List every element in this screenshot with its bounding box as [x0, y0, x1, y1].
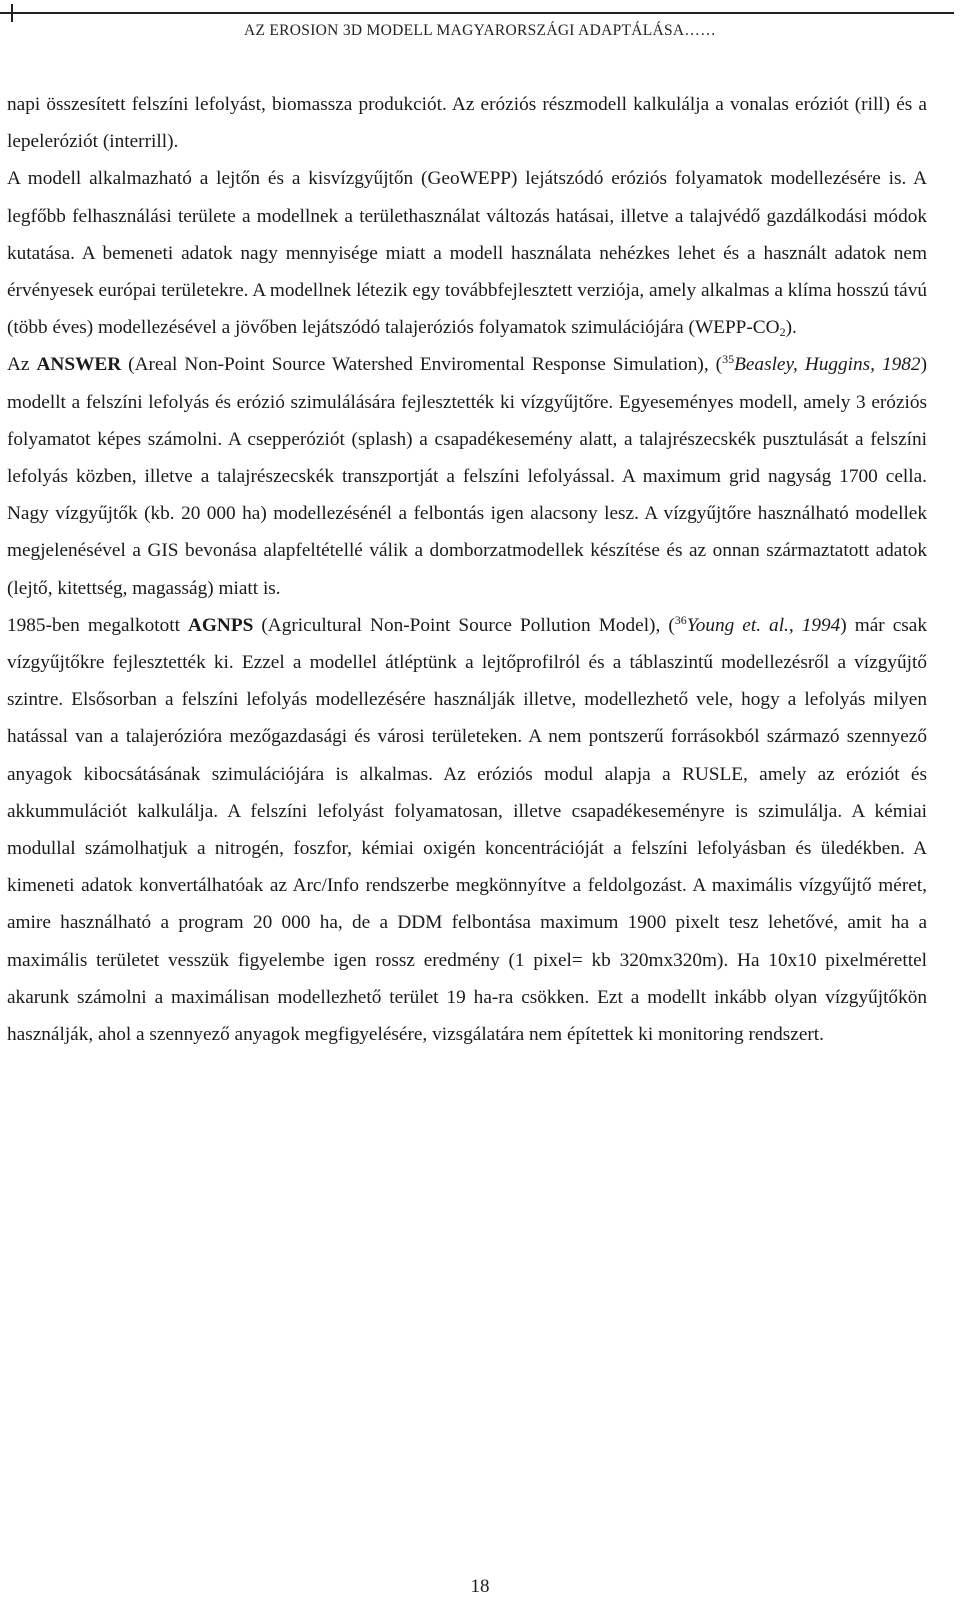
page-header — [0, 0, 960, 60]
header-rule — [8, 12, 954, 14]
paragraph-agnps-model — [7, 607, 927, 1053]
citation-text: Young et. al., 1994 — [686, 614, 841, 636]
citation-text: Beasley, Huggins, 1982 — [734, 354, 921, 376]
page-number: 18 — [470, 1576, 490, 1597]
paragraph-text: ). — [785, 317, 797, 339]
running-header-title: AZ EROSION 3D MODELL MAGYARORSZÁGI ADAPTÁLÁSA…… — [243, 22, 717, 39]
paragraph-wepp-usage — [7, 160, 927, 346]
paragraph-text: (Agricultural Non-Point Source Pollution Model), ( — [253, 614, 675, 636]
paragraph-text: A modell alkalmazható a lejtőn és a kisvízgyűjtőn (GeoWEPP) lejátszódó eróziós folyamatok modellezésére is. A legfőbb felhasználási területe a modellnek a területhasználat változás hatásai, illetve a talajvédő gazdálkodási módok kutatása. A bemeneti adatok nagy mennyisége miatt a modell használata nehézkes lehet és a használt adatok nem érvényesek európai területekre. A modellnek létezik egy továbbfejlesztett verziója, amely alkalmas a klíma hosszú távú (több éves) modellezésével a jövőben lejátszódó talajeróziós folyamatok szimulációjára (WEPP-CO — [7, 168, 927, 339]
paragraph-text: 1985-ben megalkotott — [7, 614, 188, 636]
model-name-answer: ANSWER — [36, 354, 122, 376]
subscript-two: 2 — [779, 325, 786, 340]
document-body — [7, 86, 927, 1053]
paragraph-answer-model — [7, 346, 927, 606]
paragraph-text: ) már csak vízgyűjtőkre fejlesztették ki. Ezzel a modellel átléptünk a lejtőprofilról és a táblaszintű modellezésről a vízgyűjtő szintre. Elsősorban a felszíni lefolyás modellezésére használják illetve, modellezhető vele, hogy a lefolyás milyen hatással van a talajerózióra mezőgazdasági és városi területeken. A nem pontszerű forrásokból származó szennyező anyagok kibocsátásának szimulációjára is alkalmas. Az eróziós modul alapja a RUSLE, amely az eróziót és akkummulációt kalkulálja. A felszíni lefolyást folyamatosan, illetve csapadékeseményre is szimulálja. A kémiai modullal számolhatjuk a nitrogén, foszfor, kémiai oxigén koncentrációját a felszíni lefolyásban és üledékben. A kimeneti adatok konvertálhatóak az Arc/Info rendszerbe megkönnyítve a feldolgozást. A maximális vízgyűjtő méret, amire használható a program 20 000 ha, de a DDM felbontása maximum 1900 pixelt tesz lehetővé, amit ha a maximális területet vesszük figyelembe igen rossz eredmény (1 pixel= kb 320mx320m). Ha 10x10 pixelmérettel akarunk számolni a maximálisan modellezhető terület 19 ha-ra csökken. Ezt a modellt inkább olyan vízgyűjtőkön használják, ahol a szennyező anyagok megfigyelésére, vizsgálatára nem építettek ki monitoring rendszert. — [7, 614, 927, 1046]
reference-number: 35 — [722, 352, 735, 367]
paragraph-text: (Areal Non-Point Source Watershed Enviromental Response Simulation), ( — [121, 354, 723, 376]
reference-number: 36 — [674, 612, 687, 627]
model-name-agnps: AGNPS — [187, 614, 254, 636]
paragraph-text: ) modellt a felszíni lefolyás és erózió szimulálására fejlesztették ki vízgyűjtőre. Egyeseményes modell, amely 3 eróziós folyamatot képes számolni. A csepperóziót (splash) a csapadékesemény alatt, a talajrészecskék pusztulását a felszíni lefolyás közben, illetve a talajrészecskék transzportját a felszíni lefolyással. A maximum grid nagyság 1700 cella. Nagy vízgyűjtők (kb. 20 000 ha) modellezésénél a felbontás igen alacsony lesz. A vízgyűjtőre használható modellek megjelenésével a GIS bevonása alapfeltétellé válik a domborzatmodellek készítése és az onnan származtatott adatok (lejtő, kitettség, magasság) miatt is. — [7, 354, 927, 599]
paragraph-text: Az — [7, 354, 37, 376]
paragraph-wepp-erosion: napi összesített felszíni lefolyást, biomassza produkciót. Az eróziós részmodell kalkulálja a vonalas eróziót (rill) és a lepeleróziót (interrill). — [7, 94, 927, 153]
